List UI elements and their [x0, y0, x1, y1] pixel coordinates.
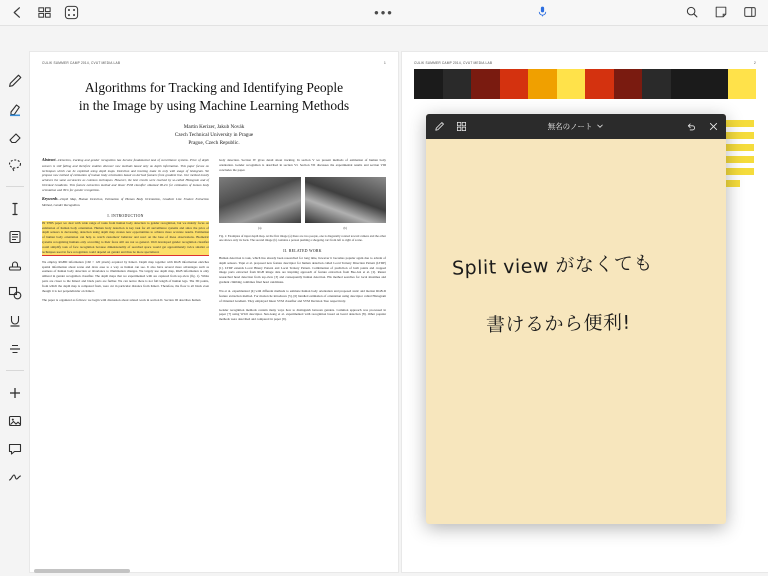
search-icon[interactable]	[685, 5, 700, 20]
page-2-header	[402, 52, 768, 65]
figure-1-caption: Fig. 1: Examples of input depth map. At the first image (a) there are two people, one is diagonally rotated toward camera and the other one shows only its back. The second image (b) contains a person pushing a shopping cart from left to right of scene.	[219, 233, 386, 243]
keywords-label: Keywords	[42, 196, 58, 201]
rail-divider	[6, 186, 24, 187]
lasso-icon[interactable]	[7, 156, 24, 173]
column-right	[219, 158, 386, 326]
signature-icon[interactable]	[7, 468, 24, 485]
column-left	[42, 158, 209, 326]
figure-1b-image	[305, 177, 387, 223]
page-number: 1	[384, 61, 386, 65]
pen-icon[interactable]	[7, 72, 24, 89]
close-icon[interactable]	[707, 121, 719, 133]
highlighter-icon[interactable]	[7, 100, 24, 117]
intro-paragraph-3: The paper is organized as follows: we begin with discussion about related work in section II. Section III describes human	[42, 297, 201, 302]
affiliation: Czech Technical University in Prague	[174, 132, 254, 139]
abstract-label: Abstract	[42, 157, 56, 162]
page-header	[30, 52, 398, 65]
note-canvas[interactable]	[426, 139, 726, 524]
sidebar-toggle-icon[interactable]	[743, 5, 758, 20]
related-paragraph-2: Wu et al. experimented [4] with different methods to estimate human body orientation and proposed static and motion RGB-D feature extraction method. For motion he introduces [5], [6] handled estimation of orientation using descriptor called Histogram of Oriented Gradient. They employed linear SVM classifier and SVM Decision Tree respectively.	[219, 288, 386, 303]
scrollbar-thumb[interactable]	[34, 569, 130, 573]
comment-icon[interactable]	[7, 440, 24, 457]
microphone-icon[interactable]	[536, 5, 551, 20]
page-header-left: CULIK SUMMER CAMP 2014, CVUT MEDIA LAB	[42, 61, 121, 65]
stamp-icon[interactable]	[7, 256, 24, 273]
toolbar-right-group	[536, 5, 768, 20]
handwriting-line-2: 書けるから便利!	[485, 311, 631, 337]
underline-icon[interactable]	[7, 312, 24, 329]
app-grid-icon[interactable]	[64, 5, 79, 20]
location: Prague, Czech Republic.	[188, 140, 240, 147]
horizontal-scrollbar[interactable]	[34, 569, 734, 573]
figure-sublabels	[219, 226, 386, 230]
pen-icon[interactable]	[433, 121, 445, 133]
image-icon[interactable]	[7, 412, 24, 429]
authors: Martin Kerizer, Jakub Novák	[183, 124, 245, 131]
section-heading-1: I. INTRODUCTION	[107, 213, 144, 218]
note-title-group[interactable]	[548, 121, 605, 132]
strikethrough-icon[interactable]	[7, 340, 24, 357]
title-line-1: Algorithms for Tracking and Identifying People	[84, 80, 344, 95]
intro-paragraph-2: We employ RGBD information (160 × 120 pixels) acquired by Kinect. Depth map together with RGB information enriches spatial information about scene and draw ease to a way as human can see. It also have several more advantages such as easiness of human body detection or invariance to illumination changes. We largely use depth map, RGB information is only utilized in gender recognition classifier. The depth maps that we experimented with are captured from top-view (fig. 1). White parts are closer to the Kinect and black parts are further. We can notice there is not full length of human legs. The 3D points, from which the depth map is computed from, were cut in particular distance from Kinect. Therefore, the floor is all black even though it is not perpendicular on Kinect.	[42, 259, 209, 293]
related-paragraph-1: Human detection is task, which has already been researched for long time, however it becomes popular again due to advent of depth sensors. Yapn et al. proposed new feature descriptor for human detection called Local Ternary Direction Pattern (LTDP) [1]. LTDP extends Local Binary Pattern and Local Ternary Pattern. Combination of prediction of both points and cropped image parts extracted from RGB image data are inspiring approach of feature extraction from Bao-Jen et al. [2]. Ruster researched head detection from top-view [3] and consequently human detection. His method searches for local maximas and gradient climbing combines final head candidates.	[219, 255, 386, 285]
sticky-note-icon[interactable]	[714, 5, 729, 20]
section-heading-2: II. RELATED WORK	[283, 248, 322, 253]
figure-label-b: (b)	[343, 226, 347, 231]
handwriting-line-1: Split view がなくても	[451, 252, 654, 280]
toolbar-left-group	[0, 5, 79, 20]
heatmap-figure	[414, 69, 756, 99]
tool-rail	[0, 26, 30, 576]
note-titlebar[interactable]	[426, 114, 726, 139]
figure-1	[219, 177, 386, 223]
note-icon[interactable]	[7, 228, 24, 245]
page-title	[52, 79, 376, 115]
abstract-paragraph	[42, 158, 209, 193]
document-viewer[interactable]	[30, 26, 768, 576]
thumbnails-grid-icon[interactable]	[37, 5, 52, 20]
chevron-down-icon[interactable]	[596, 122, 604, 132]
page-2-header-left: CULIK SUMMER CAMP 2014, CVUT MEDIA LAB	[414, 61, 493, 65]
keywords-text: —Depth Map, Human Detection, Estimation of Human Body Orientation, Gradient Line Feature Extraction Method, Gender Recognition.	[42, 196, 209, 207]
handle-dots-icon: •••	[374, 5, 394, 20]
note-window[interactable]	[426, 114, 726, 524]
intro-paragraph-1: IN THIS paper we deal with wide range of tasks from human body detection to gender recognition, but we mainly focus on estimation of human body orientation. Human body detection is key task for all surveillance systems and since the price of depth sensors is decreasing, detection using depth map creates new opportunities to achieve more accurate results. Estimation of human body orientation can help to watch customers' behavior and react on the base of these observations. Biometric systems recognizing humans only according to their faces still are not so general. Well developed gender recognition classifier could simplify task of face recognition because dimensionality of searched space would get approximately twice smaller or techniques used in face recognition could depend on gender and thus be more specialized.	[42, 220, 209, 254]
grid-icon[interactable]	[455, 121, 467, 133]
back-arrow-icon[interactable]	[10, 5, 25, 20]
col2-paragraph-1: body detection. Section IV gives detail about tracking. In section V we present methods of estimation of human body orientation. Gender recognition is described in section VI. Section VII discusses the experimental results and section VIII concludes the paper.	[219, 157, 386, 172]
page-2-number: 2	[754, 61, 756, 65]
note-title-text: 無名のノート	[547, 122, 593, 131]
text-cursor-icon[interactable]	[7, 200, 24, 217]
rail-divider-2	[6, 370, 24, 371]
eraser-icon[interactable]	[7, 128, 24, 145]
shape-icon[interactable]	[7, 284, 24, 301]
abstract-text: —Detection, tracking and gender recognition has become fundamental task of surveillance systems. Price of depth sensors is still falling and therefore enables discover new methods based only on depth information. This paper focuse on techniques which can be exploited using depth maps. Detection and tracking make its only with usage of histogram. We propose new method of estimation of human body orientation based on derived features from gradient line. Our method mostly achieves the same accuracies as common techniques. However, the best results were reached by so-called Histogram and of Oriented Gradients. This feature extraction method and linear SVM classifier obtained 96.4% for estimation of human body orientation and 99% for gender recognition.	[42, 157, 209, 193]
related-paragraph-3: Gender recognition methods contain many ways how to distinguish between genders. Common approach was processed in paper [7] using WLD descriptor. Sun-Gang et al. experimented with recognition based on beard detection [8]. Other popular methods were described and compared in paper [9].	[219, 307, 386, 322]
figure-label-a: (a)	[258, 226, 262, 231]
document-page-1[interactable]	[30, 52, 398, 572]
title-line-2: in the Image by using Machine Learning Methods	[78, 98, 350, 114]
plus-icon[interactable]	[7, 384, 24, 401]
authors-block	[30, 124, 398, 147]
keywords-paragraph	[42, 197, 209, 208]
top-toolbar	[0, 0, 768, 26]
undo-icon[interactable]	[685, 121, 697, 133]
drag-handle-dots[interactable]	[374, 6, 394, 19]
two-column-body	[30, 148, 398, 326]
figure-1a-image	[219, 177, 301, 223]
